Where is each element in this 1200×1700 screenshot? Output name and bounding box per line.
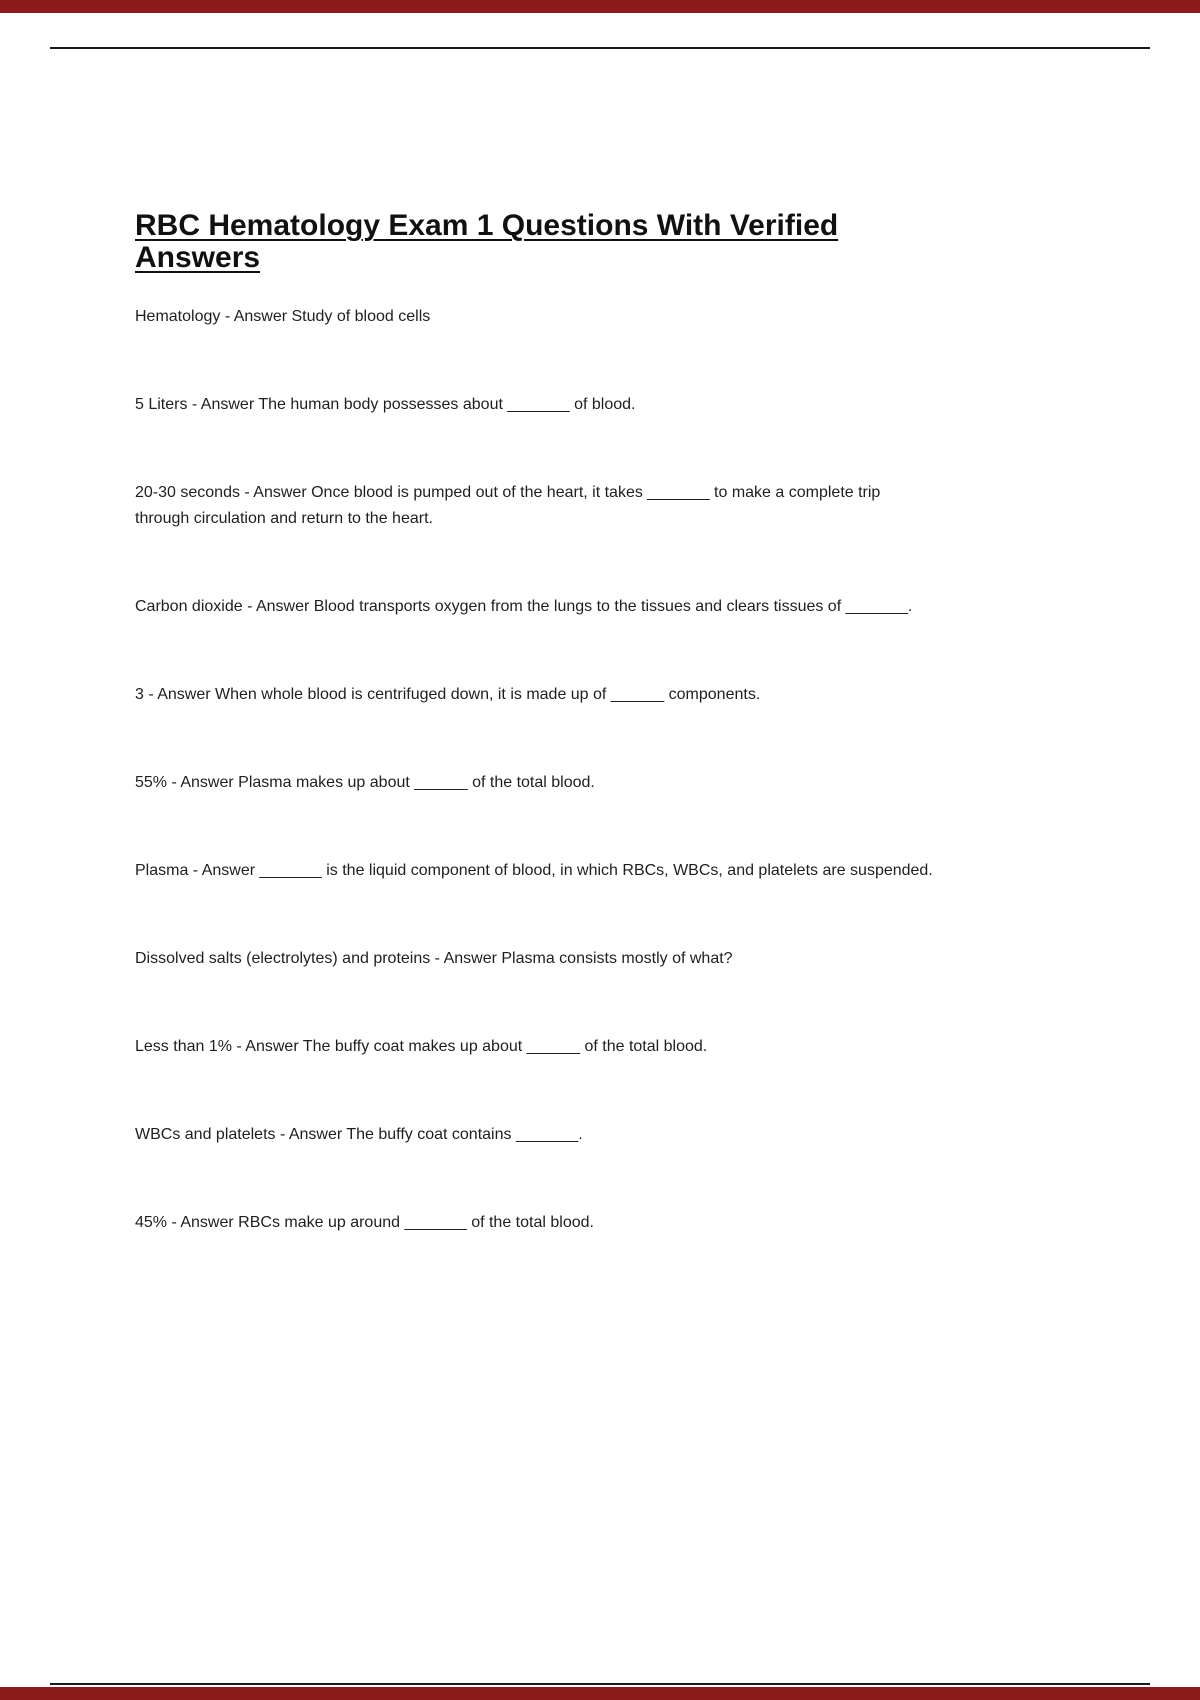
qa-paragraph: WBCs and platelets - Answer The buffy coat contains _______. — [135, 1125, 583, 1143]
bottom-rule — [50, 1683, 1150, 1685]
question-list — [135, 304, 945, 1236]
bottom-accent-bar — [0, 1687, 1200, 1700]
top-accent-bar — [0, 0, 1200, 13]
qa-paragraph: 3 - Answer When whole blood is centrifuged down, it is made up of ______ components. — [135, 685, 761, 703]
qa-paragraph: Plasma - Answer _______ is the liquid component of blood, in which RBCs, WBCs, and platelets are suspended. — [135, 861, 933, 879]
qa-paragraph: 20-30 seconds - Answer Once blood is pumped out of the heart, it takes _______ to make a complete trip through circulation and return to the heart. — [135, 483, 881, 527]
qa-paragraph: Carbon dioxide - Answer Blood transports oxygen from the lungs to the tissues and clears tissues of _______. — [135, 597, 913, 615]
document-title: RBC Hematology Exam 1 Questions With Verified Answers — [135, 209, 839, 274]
qa-paragraph: 55% - Answer Plasma makes up about ______ of the total blood. — [135, 773, 595, 791]
top-rule — [50, 47, 1150, 49]
qa-paragraph: 5 Liters - Answer The human body possesses about _______ of blood. — [135, 395, 636, 413]
qa-paragraph: Less than 1% - Answer The buffy coat makes up about ______ of the total blood. — [135, 1037, 708, 1055]
qa-paragraph: Dissolved salts (electrolytes) and proteins - Answer Plasma consists mostly of what? — [135, 949, 733, 967]
document-content — [135, 210, 945, 1236]
qa-paragraph: Hematology - Answer Study of blood cells — [135, 307, 431, 325]
qa-paragraph: 45% - Answer RBCs make up around _______ of the total blood. — [135, 1213, 594, 1231]
